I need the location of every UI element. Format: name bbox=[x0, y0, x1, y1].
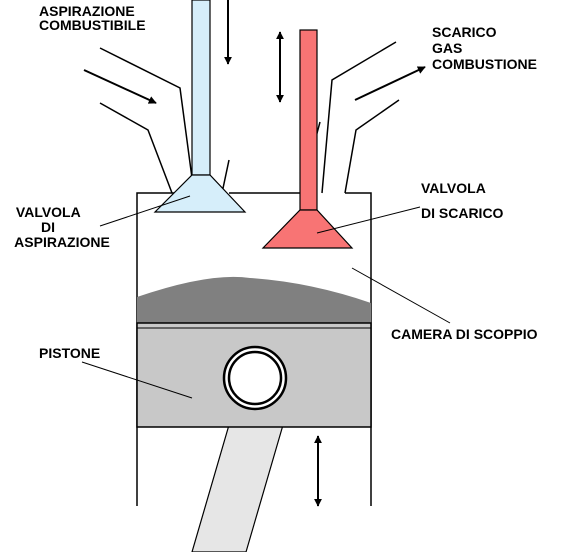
piston-pin-inner bbox=[229, 352, 281, 404]
exhaust-valve bbox=[263, 30, 352, 248]
connecting-rod bbox=[192, 425, 283, 552]
piston-label: PISTONE bbox=[39, 345, 101, 361]
exhaust-flow-arrow bbox=[355, 67, 425, 100]
exhaust-header-label: SCARICO GAS COMBUSTIONE bbox=[432, 24, 537, 72]
exhaust-valve-label: VALVOLA DI SCARICO bbox=[421, 180, 504, 221]
intake-valve bbox=[155, 0, 245, 212]
intake-valve-label: VALVOLA DI ASPIRAZIONE bbox=[14, 204, 110, 250]
combustion-chamber-label: CAMERA DI SCOPPIO bbox=[391, 326, 538, 342]
intake-flow-arrow bbox=[84, 70, 156, 103]
intake-header-label: ASPIRAZIONE COMBUSTIBILE bbox=[39, 3, 146, 33]
combustion-charge bbox=[137, 277, 371, 323]
